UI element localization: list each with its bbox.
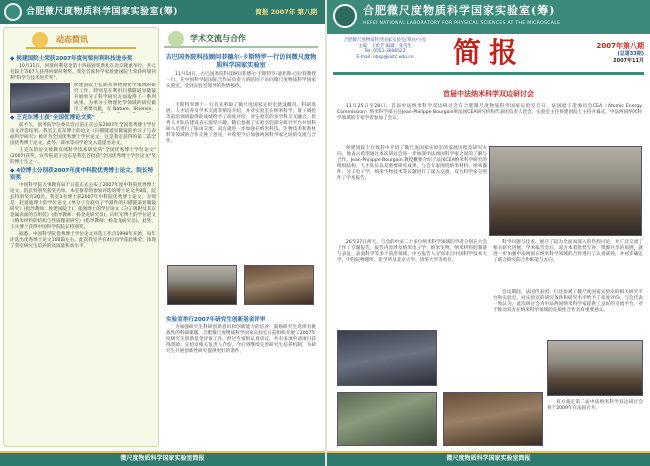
news2-text: 前不久，国务院学位委员会日前正式公布2007年全国优秀博士学位论文评选结果。我室王克东博士的论文《扫描隧道显微镜的单分子与表面科学研究》被评为全国优秀博士学位论文，这是我室获得的第二篇全国优秀博士论文。此外，薛冰等同学论文入选提名论文。 bbox=[10, 123, 156, 146]
article-photo-group bbox=[489, 146, 642, 236]
article-p1: 11月25日至28日，首届中法纳米科学双边研讨会在合肥微尺度物质科学国家实验室召开，法国原子能委员会CEA（Atomic Energy Commission）纳米科学部主任Jean-Philippe Bourgoin率法国CEA研究机构代表团负责人赴会，实验室主任侯建国院士主持开幕式，中法两国纳米科学领域的专家学者参加了会议。 bbox=[337, 104, 642, 121]
editorial-line: 主编：王贻芳 编辑：张雪生 bbox=[357, 43, 413, 49]
right-header-title: 合肥微尺度物质科学国家实验室(筹) bbox=[363, 4, 556, 17]
article-p6: 双方商定第二届中法纳米科学双边研讨会将于2009年在法国召开。 bbox=[547, 400, 643, 411]
lab-logo-icon bbox=[4, 3, 22, 21]
exch1-title: 吉巴国务院科技顾问菲德尔·卡斯特罗一行访问微尺度物质科学国家实验室 bbox=[165, 54, 317, 69]
exch1-text2: 卡斯特罗博士一行首先听取了微尺度国家实验室建设概况、科研进展、人才培养及学术交流等情况介绍，并对实验室在纳米科学、量子调控等前沿领域取得的成绩给予了高度评价，对实验室的多学科交叉融合、优秀人才队伍建设表示浓厚兴趣。随后参观了实验室的部分研究平台并同科研人员进行了座谈交流。双方就进一步加强在纳米科技、生物技术和新材料等领域的合作交换了意见，并希望今后加强两国科学家之间的交流与合作。 bbox=[166, 103, 316, 144]
article-p3: 26至27日两天，与会的中法二十多位纳米科学领域的学者分别在大会上作了专题报告，报告内容涉及纳米电子学、纳米生物、纳米材料的制备与表征、表面科学等多个前沿领域，中方报告人分别来自中国科学技术大学、中科院物理所、化学所及北京大学、清华大学等单位。 bbox=[337, 240, 487, 263]
right-issue-block bbox=[597, 42, 644, 65]
exch1-photo-visit bbox=[244, 265, 314, 305]
news-banner bbox=[26, 31, 136, 49]
article-photo-audience bbox=[337, 392, 437, 446]
right-page bbox=[327, 0, 650, 466]
news3-text: 中国科学院人事教育局于日前正式公布了2007年度中科院优秀博士论文、院长特别奖获奖名单。本室推荐的参加评选的博士论文共8篇，院长特别奖有20名。我室3名博士获2007年中科院优秀博士论文，分别是：赵爱迪博士的学位论文《单分子自旋电子学器件的扫描隧道显微镜研究》(指导教师：侯建国院士)，张强博士的学位论文《分子吸附及其在金属表面的自组装》(指导教师：杨金龙研究员)，向红军博士的学位论文《纳米材料的结构与性质理论研究》(指导教师：杨金龙研究员)。此外，王兵博士获得中国科学院院长特别奖。 bbox=[10, 183, 156, 230]
editorial-info bbox=[335, 38, 435, 60]
news2-title: ◆ 王克东博士获"全国优博论文奖" bbox=[10, 115, 95, 121]
masthead-rule bbox=[333, 72, 644, 75]
news3-title: ◆ 4位博士分别获2007年度中科院优秀博士论文、院长特别奖 bbox=[10, 168, 154, 181]
left-footer-text: 微尺度物质科学国家实验室简报 bbox=[120, 455, 205, 462]
exch1-text: 11月14日，古巴国务院科技顾问菲德尔·卡斯特罗-迪亚斯-巴拉特教授一行，在中国科学院国际合作局负责人的陪同下访问微尺度物质科学国家实验室，受到实验室领导的热情接待。 bbox=[166, 72, 316, 89]
news1-text: 10月31日，何梁何利基金第十四届颁奖典礼在北京隆重举行，共元名院士等67人获得何梁何利奖。我室首席科学家侯建国院士荣获何梁何利"科学与技术进步奖"。 bbox=[10, 64, 156, 81]
editorial-line: E-mail: nbsp@ustc.edu.cn bbox=[356, 54, 414, 60]
article-photo-speaker bbox=[337, 330, 437, 386]
right-header-subtitle: HEFEI NATIONAL LABORATORY FOR PHYSICAL SCIENCES AT THE MICROSCALE bbox=[363, 21, 561, 26]
left-header bbox=[0, 0, 325, 24]
article-title: 首届中法纳米科学双边研讨会 bbox=[443, 90, 534, 98]
right-issue-total: (总第33期) bbox=[617, 51, 644, 57]
masthead-title: 简报 bbox=[453, 36, 526, 69]
exchange-banner-icon bbox=[168, 31, 184, 47]
news1-photo bbox=[10, 83, 70, 113]
article-photo-lab-visit bbox=[443, 392, 543, 446]
right-header bbox=[327, 0, 650, 34]
exch1-photo-meeting bbox=[167, 265, 237, 305]
editorial-line: 合肥微尺度物质科学国家实验室(筹)办公室 bbox=[343, 38, 427, 43]
news2-text2: 王克东的论文被教育部科学技术研究所"全国优秀博士学位论文"(2007)获奖，宣传报道王克东是我室首批获"全国优秀博士学位论文"奖的博士生之一。 bbox=[10, 148, 156, 165]
news-column bbox=[3, 27, 159, 447]
lab-logo-icon bbox=[333, 4, 357, 28]
exchange-banner-title: 学术交流与合作 bbox=[190, 33, 246, 43]
exchange-banner bbox=[164, 30, 318, 48]
news-banner-icon bbox=[32, 32, 48, 48]
exch2-title: 实验室举行2007年研究生创新基金评审 bbox=[166, 317, 266, 323]
right-footer bbox=[327, 451, 650, 466]
article-p5: 会议期间，法国代表团一行还参观了微尺度国家实验室的相关研究平台和实验室，对实验室的研究条件和研究水平给予了高度评价。与会代表一致认为，此次研讨会为中法两国纳米科学家提供了良好的交流平台，对于推动双方在纳米科学领域的实质性合作具有重要意义。 bbox=[493, 290, 643, 313]
article-p4: 科学问题与技术、展开了较为全面而深入的热烈讨论，并广泛交流了相关研究进展。学术报告会后，双方本着优势互补、资源共享的原则，就进一步加强中法两国在纳米科学领域的合作进行了认真磋商，并初步确定了联合研究的合作框架与方向。 bbox=[493, 240, 643, 263]
news1-text2: 侯建国院士长期从事物理化学领域的研究工作，特别是在利用扫描隧道显微镜开展单分子科学研究方面取得了一系列成果。为单分子物理化学领域的研究做出了重要贡献，在 Nature、Science、 bbox=[74, 83, 156, 112]
left-footer bbox=[0, 451, 325, 466]
news3-text2: 据悉，中国科学院优秀博士学位论文评选工作自1998年开始，每年评选出优秀博士论文100篇左右。此次我室共有4位同学获此殊荣，体现了我室研究生培养的高质量和高水平。 bbox=[10, 232, 156, 249]
right-footer-text: 微尺度物质科学国家实验室简报 bbox=[446, 455, 531, 462]
news-body bbox=[10, 54, 156, 251]
left-issue-label: 简报 2007年 第八期 bbox=[255, 8, 317, 16]
news-banner-title: 动态简讯 bbox=[56, 34, 88, 44]
article-p2: 侯建国院士在致辞中介绍了微尺度国家实验室的发展历程及研究方向，他表示希望通过本次研讨会进一步加深中法两国科学家之间的了解与合作。Jean-Philippe Bourgoin 教授概要介绍了法国CEA纳米科学研究的组织结构、人才队伍以及重要研究成果。与会专家围绕纳米材料、纳米器件、分子电子学、纳米生物技术等议题进行了深入交流，双方科学家分别作了学术报告。 bbox=[337, 146, 487, 181]
left-header-title: 合肥微尺度物质科学国家实验室(筹) bbox=[26, 7, 179, 17]
right-issue-date: 2007年11月 bbox=[613, 58, 644, 64]
exch2-text: 为加强研究生科研创新意识和创新能力的培养，鼓励研究生选择有挑战性的科研课题，合肥微尺度物质科学国家实验室日前组织开展了2007年度研究生创新基金评审工作。经过专家组认真审议，共有多项申请项目获得资助。实验室相关负责人介绍，今后将继续完善研究生培养机制，为研究生开展创新性研究提供更好的条件。 bbox=[166, 325, 316, 354]
editorial-line: Tel: 0551-3606523 bbox=[364, 49, 406, 55]
article-photo-discussion bbox=[547, 340, 643, 396]
right-issue: 2007年第八期 bbox=[596, 42, 644, 50]
news1-title: ◆ 侯建国院士荣获2007年度何梁何利科技进步奖 bbox=[10, 56, 133, 62]
exchange-column bbox=[164, 27, 322, 447]
